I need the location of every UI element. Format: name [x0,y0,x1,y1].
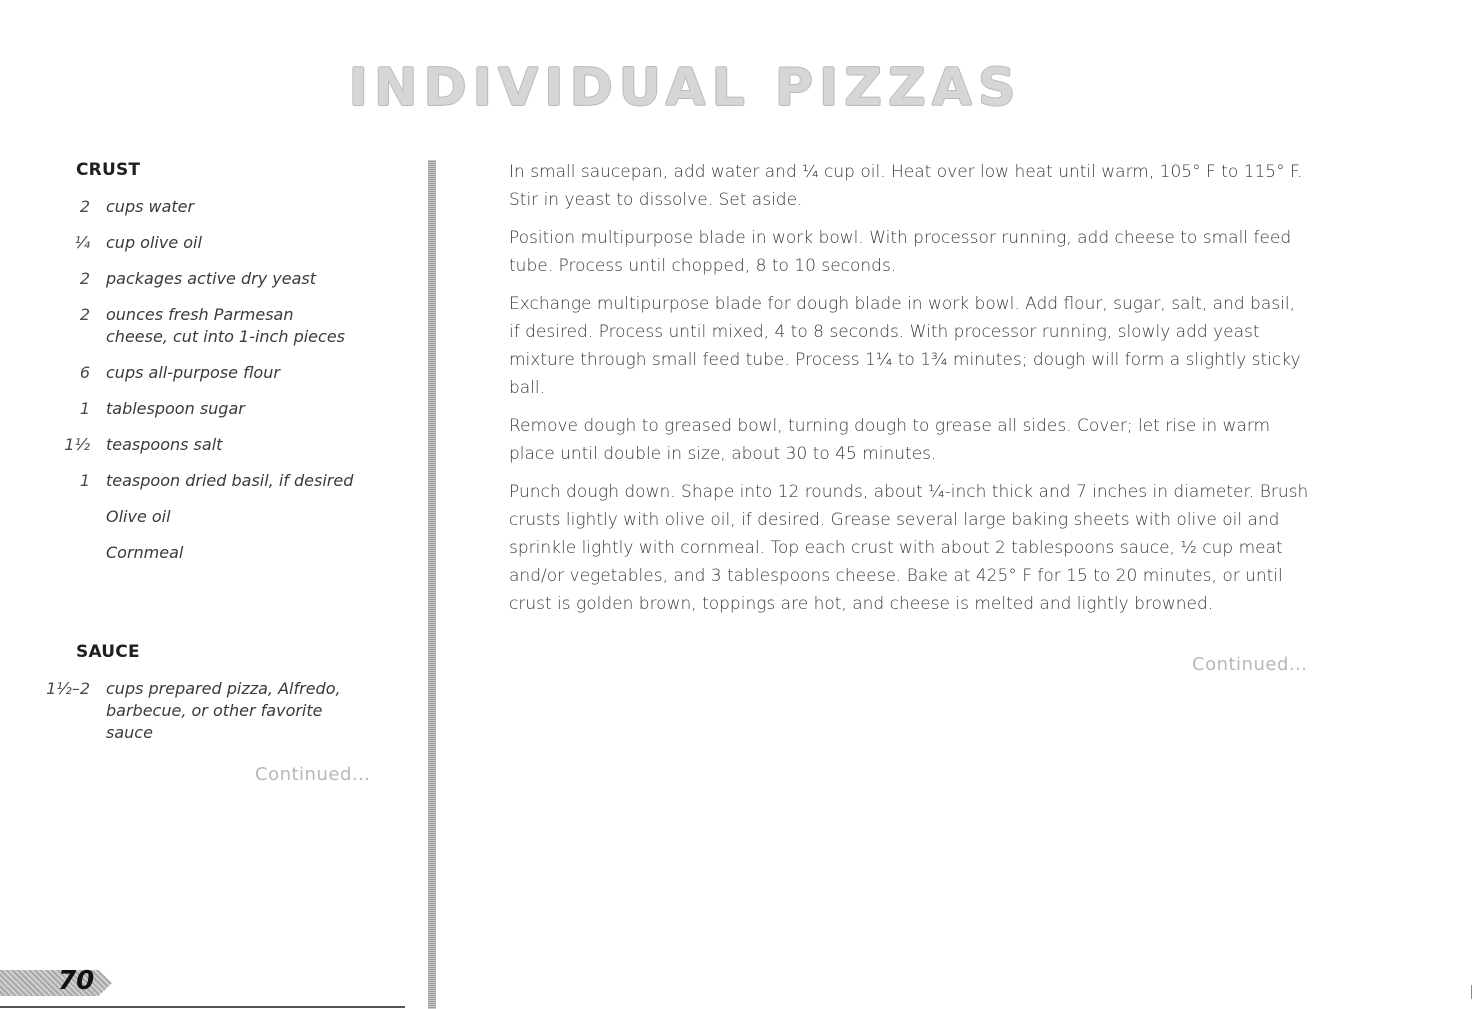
instruction-step: Position multipurpose blade in work bowl. With processor running, add cheese to small feed tube. Process until chopped, 8 to 10 seconds. [509,228,1292,276]
ingredient-quantity [0,506,106,528]
ingredient-description: teaspoons salt [106,435,223,454]
column-divider [428,160,436,1009]
page-number-tab [0,970,112,996]
sauce-ingredient-list [0,678,400,758]
ingredient-description: packages active dry yeast [106,269,316,288]
ingredient-item [0,232,400,254]
sauce-heading: SAUCE [76,642,140,662]
ingredient-quantity [0,542,106,564]
ingredient-item [0,542,400,564]
instructions [509,158,1309,628]
instruction-step: Punch dough down. Shape into 12 rounds, about ¼-inch thick and 7 inches in diameter. Brush crusts lightly with olive oil, if desired. Grease several large baking sheets with olive oil and sprinkle lightly with cornmeal. Top each crust with about 2 tablespoons sauce, ½ cup meat and/or vegetables, and 3 tablespoons cheese. Bake at 425° F for 15 to 20 minutes, or until crust is golden brown, toppings are hot, and cheese is melted and lightly browned. [509,482,1309,614]
ingredient-description: Olive oil [106,507,171,526]
ingredient-item [0,196,400,218]
ingredient-description: tablespoon sugar [106,399,245,418]
ingredient-description: ounces fresh Parmesan cheese, cut into 1-inch pieces [106,305,345,346]
ingredient-quantity: 2 [79,269,90,288]
ingredient-quantity: 2 [79,197,90,216]
instruction-step: Remove dough to greased bowl, turning dough to grease all sides. Cover; let rise in warm place until double in size, about 30 to 45 minutes. [509,416,1271,464]
ingredient-item [0,506,400,528]
ingredient-description: cup olive oil [106,233,202,252]
page-number: 70 [58,966,95,996]
ingredient-item [0,398,400,420]
crust-ingredient-list [0,196,400,578]
crust-heading: CRUST [76,160,141,180]
ingredient-item [0,304,400,348]
ingredient-description: cups prepared pizza, Alfredo, barbecue, or other favorite sauce [106,679,341,742]
ingredient-quantity: 1 [79,399,90,418]
ingredient-quantity: 1 [79,471,90,490]
ingredient-description: cups all-purpose flour [106,363,280,382]
ingredient-item [0,362,400,384]
instruction-step: In small saucepan, add water and ¼ cup oil. Heat over low heat until warm, 105° F to 115° F. Stir in yeast to dissolve. Set aside. [509,162,1303,210]
ingredient-quantity: 1½–2 [46,679,90,698]
ingredient-description: teaspoon dried basil, if desired [106,471,354,490]
ingredient-item [0,434,400,456]
right-continued-note: Continued... [1192,654,1308,675]
ingredient-quantity: 1½ [64,435,90,454]
ingredient-item [0,268,400,290]
left-continued-note: Continued... [255,764,371,785]
ingredient-description: cups water [106,197,195,216]
bottom-rule [0,1006,405,1008]
instruction-step: Exchange multipurpose blade for dough blade in work bowl. Add flour, sugar, salt, and basil, if desired. Process until mixed, 4 to 8 seconds. With processor running, slowly add yeast mixture through small feed tube. Process 1¼ to 1¾ minutes; dough will form a slightly sticky ball. [509,294,1301,398]
ingredient-item [0,678,400,744]
ingredient-quantity: 6 [79,363,90,382]
edge-mark [1471,985,1472,999]
ingredient-quantity: 2 [79,305,90,324]
ingredient-description: Cornmeal [106,543,184,562]
ingredient-quantity: ¼ [74,233,90,252]
ingredient-item [0,470,400,492]
page-title: INDIVIDUAL PIZZAS [348,58,1022,118]
